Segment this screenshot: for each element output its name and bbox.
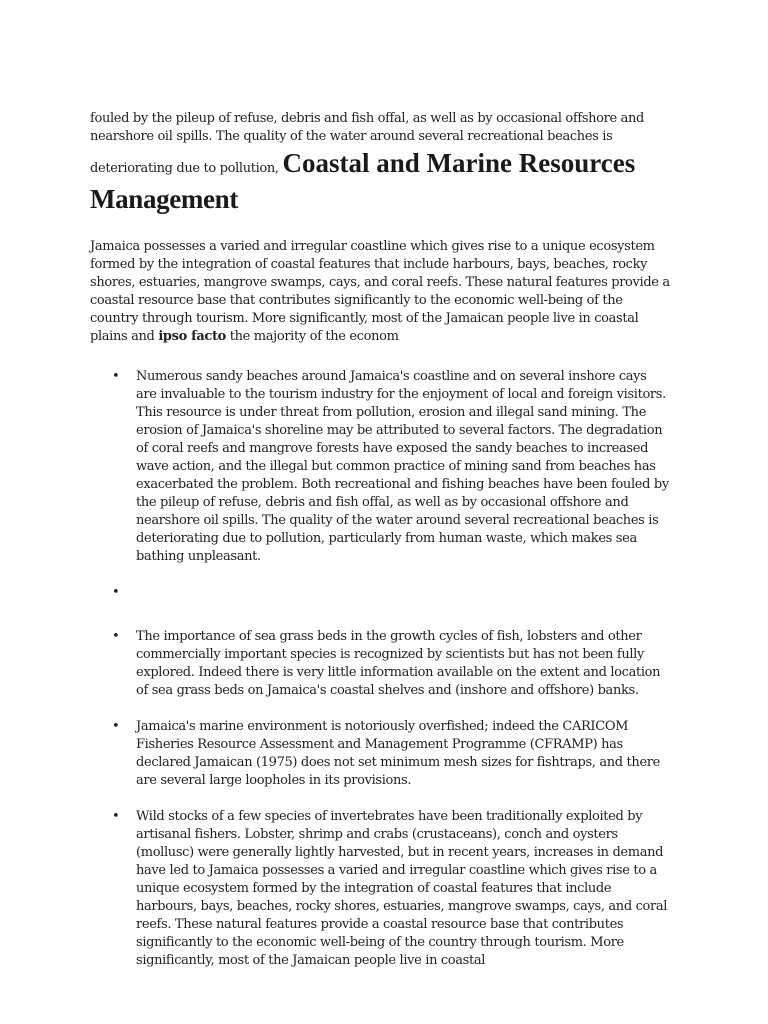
bullet-icon: • — [112, 809, 120, 824]
list-item-text: Jamaica's marine environment is notoriously overfished; indeed the CARICOM Fisheries Resource Assessment and Management Programme (CFRAMP) has declared Jamaican (1975) does not set minimum mesh sizes for fishtraps, and there are several large loopholes in its provisions. — [136, 719, 660, 788]
list-item — [90, 808, 670, 970]
body-paragraph — [90, 238, 670, 346]
section-heading: Coastal and Marine Resources — [282, 148, 636, 178]
bullet-icon: • — [112, 719, 120, 734]
section-heading-continued: Management — [90, 184, 238, 214]
intro-text: fouled by the pileup of refuse, debris and fish offal, as well as by occasional offshore and nearshore oil spills. The quality of the water around several recreational beaches is deteriorating due to pollution, — [90, 111, 645, 176]
document-page — [90, 110, 670, 988]
intro-paragraph — [90, 110, 670, 216]
list-item-text: The importance of sea grass beds in the growth cycles of fish, lobsters and other commercially important species is recognized by scientists but has not been fully explored. Indeed there is very little information available on the extent and location of sea grass beds on Jamaica's coastal shelves and (inshore and offshore) banks. — [136, 629, 661, 698]
body-text-tail: the majority of the econom — [229, 329, 399, 344]
list-item-text: Numerous sandy beaches around Jamaica's coastline and on several inshore cays are invaluable to the tourism industry for the enjoyment of local and foreign visitors. This resource is under threat from pollution, erosion and illegal sand mining. The erosion of Jamaica's shoreline may be attributed to several factors. The degradation of coral reefs and mangrove forests have exposed the sandy beaches to increased wave action, and the illegal but common practice of mining sand from beaches has exacerbated the problem. Both recreational and fishing beaches have been fouled by the pileup of refuse, debris and fish offal, as well as by occasional offshore and nearshore oil spills. The quality of the water around several recreational beaches is deteriorating due to pollution, particularly from human waste, which makes sea bathing unpleasant. — [136, 369, 669, 564]
body-text: Jamaica possesses a varied and irregular coastline which gives rise to a unique ecosystem formed by the integration of coastal features that include harbours, bays, beaches, rocky shores, estuaries, mangrove swamps, cays, and coral reefs. These natural features provide a coastal resource base that contributes significantly to the economic well-being of the country through tourism. More significantly, most of the Jamaican people live in coastal plains and — [90, 239, 670, 344]
list-item — [90, 718, 670, 790]
bullet-icon: • — [112, 585, 120, 600]
bold-phrase: ipso facto — [158, 329, 226, 344]
bullet-icon: • — [112, 629, 120, 644]
bullet-list — [90, 368, 670, 970]
list-item — [90, 628, 670, 700]
list-item-text: Wild stocks of a few species of invertebrates have been traditionally exploited by artisanal fishers. Lobster, shrimp and crabs (crustaceans), conch and oysters (mollusc) were generally lightly harvested, but in recent years, increases in demand have led to Jamaica possesses a varied and irregular coastline which gives rise to a unique ecosystem formed by the integration of coastal features that include harbours, bays, beaches, rocky shores, estuaries, mangrove swamps, cays, and coral reefs. These natural features provide a coastal resource base that contributes significantly to the economic well-being of the country through tourism. More significantly, most of the Jamaican people live in coastal — [136, 809, 668, 968]
list-item-empty — [90, 584, 670, 602]
bullet-icon: • — [112, 369, 120, 384]
list-item — [90, 368, 670, 566]
